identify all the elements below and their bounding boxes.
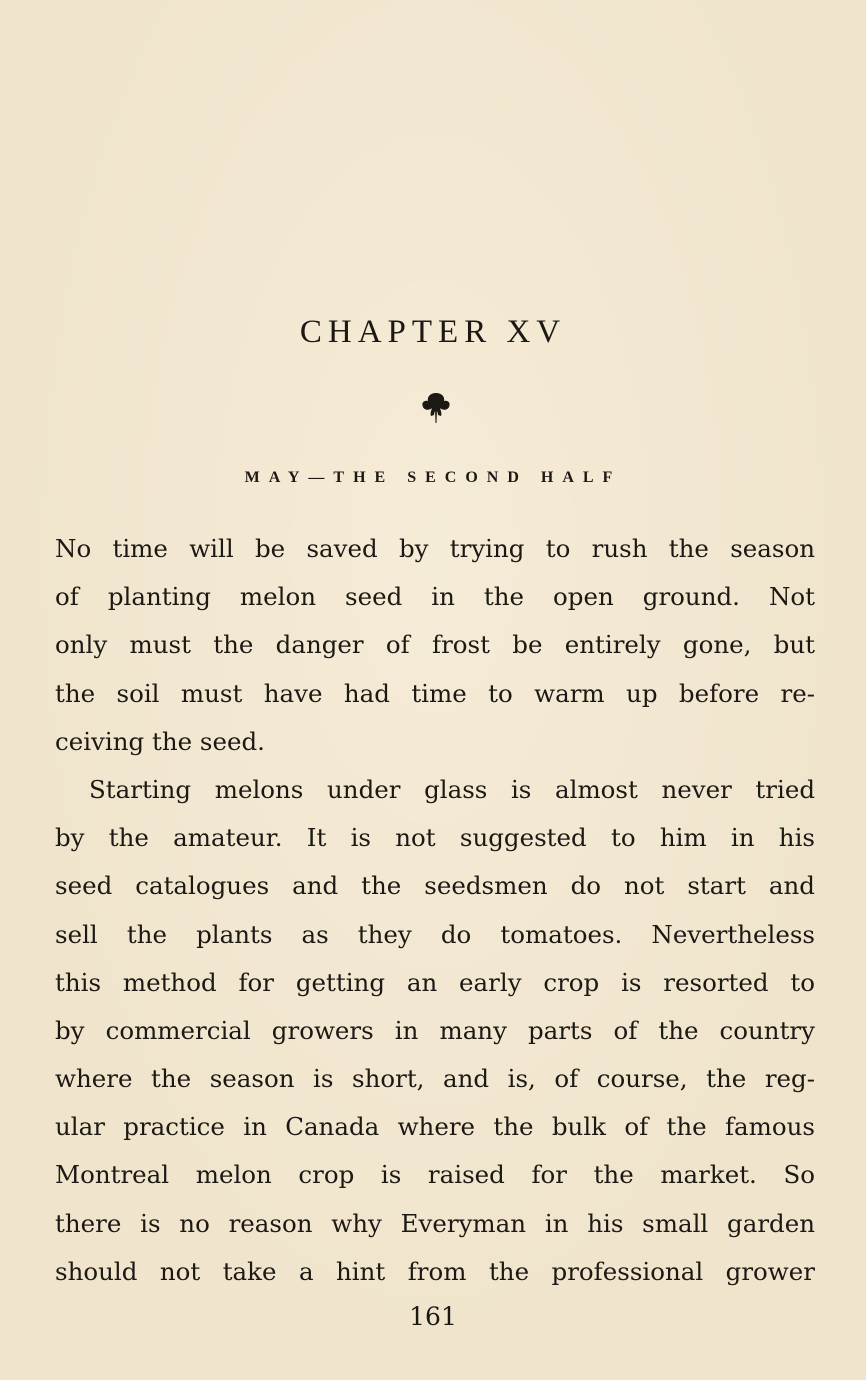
text-line: the soil must have had time to warm up before re- [55, 678, 815, 708]
text-line: Starting melons under glass is almost never tried [89, 774, 815, 804]
text-line: should not take a hint from the professional grower [55, 1256, 815, 1286]
text-line: sell the plants as they do tomatoes. Nevertheless [55, 919, 815, 949]
text-line: by commercial growers in many parts of the country [55, 1015, 815, 1045]
text-line: where the season is short, and is, of course, the reg- [55, 1064, 815, 1094]
text-line: only must the danger of frost be entirely gone, but [55, 630, 815, 660]
text-line: No time will be saved by trying to rush the season [55, 534, 815, 563]
text-line: ceiving the seed. [55, 726, 265, 756]
paragraph [55, 525, 815, 766]
text-line: of planting melon seed in the open ground. Not [55, 582, 815, 612]
leaf-ornament-icon [418, 389, 454, 425]
text-line: Montreal melon crop is raised for the market. So [55, 1160, 815, 1190]
chapter-title: CHAPTER XV [299, 314, 567, 350]
page-number: 161 [409, 1302, 457, 1331]
section-title: MAY—THE SECOND HALF [244, 469, 622, 486]
text-line: by the amateur. It is not suggested to him in his [55, 823, 815, 853]
paragraph [55, 766, 815, 1296]
body-text [55, 525, 815, 1296]
text-line: seed catalogues and the seedsmen do not start and [55, 871, 815, 901]
text-line: there is no reason why Everyman in his small garden [55, 1208, 815, 1238]
text-line: this method for getting an early crop is resorted to [55, 967, 815, 997]
text-line: ular practice in Canada where the bulk of the famous [55, 1112, 815, 1142]
